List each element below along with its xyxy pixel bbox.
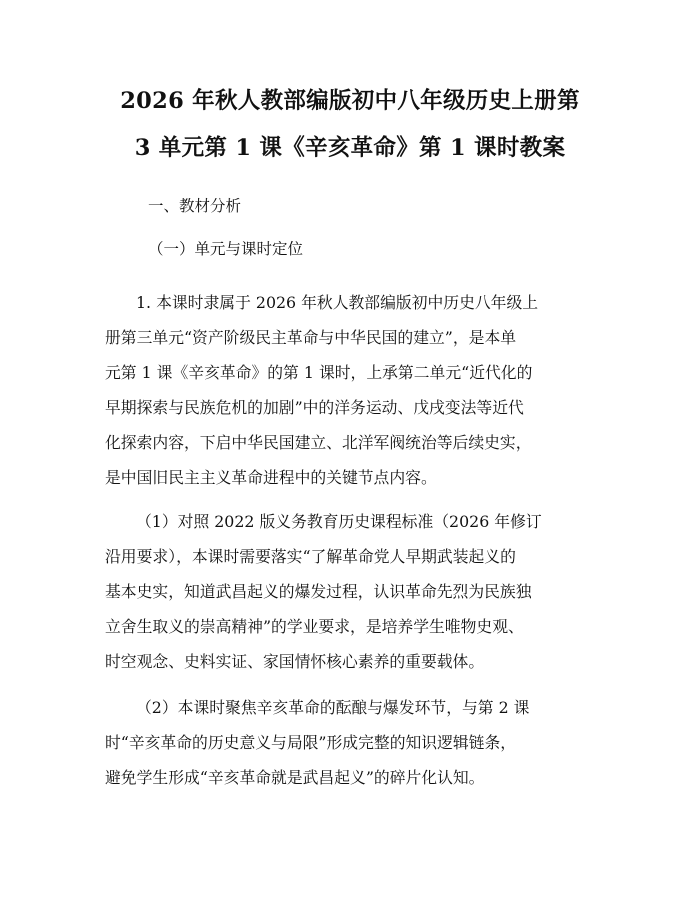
paragraph-line: 避免学生形成“辛亥革命就是武昌起义”的碎片化认知。 [105,768,485,787]
paragraph-line: 早期探索与民族危机的加剧”中的洋务运动、戊戌变法等近代 [105,398,524,417]
paragraph-line: 是中国旧民主主义革命进程中的关键节点内容。 [105,468,437,487]
paragraph-line: 立舍生取义的崇高精神”的学业要求，是培养学生唯物史观、 [105,617,524,636]
paragraph-line: 时“辛亥革命的历史意义与局限”形成完整的知识逻辑链条， [105,733,517,752]
paragraph-line: 册第三单元“资产阶级民主革命与中华民国的建立”，是本单 [105,328,517,347]
paragraph-line: （1）对照 2022 版义务教育历史课程标准（2026 年修订 [136,512,542,531]
paragraph-line: 化探索内容，下启中华民国建立、北洋军阀统治等后续史实， [105,433,532,452]
subsection-heading: （一）单元与课时定位 [148,240,304,258]
paragraph-line: 1. 本课时隶属于 2026 年秋人教部编版初中历史八年级上 [136,293,539,312]
document-title-line-2: 3 单元第 1 课《辛亥革命》第 1 课时教案 [134,135,566,161]
document-title-line-1: 2026 年秋人教部编版初中八年级历史上册第 [120,88,580,114]
paragraph-line: （2）本课时聚焦辛亥革命的酝酿与爆发环节，与第 2 课 [136,698,530,717]
paragraph-line: 时空观念、史料实证、家国情怀核心素养的重要载体。 [105,652,485,671]
paragraph-line: 沿用要求），本课时需要落实“了解革命党人早期武装起义的 [105,547,516,566]
paragraph-line: 基本史实，知道武昌起义的爆发过程，认识革命先烈为民族独 [105,582,532,601]
paragraph-line: 元第 1 课《辛亥革命》的第 1 课时，上承第二单元“近代化的 [105,363,533,382]
section-heading: 一、教材分析 [148,197,242,215]
